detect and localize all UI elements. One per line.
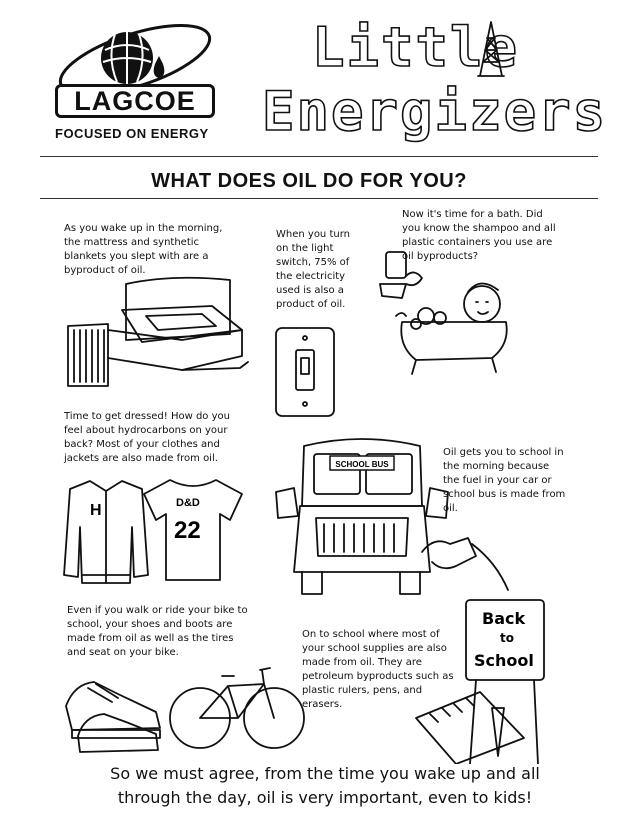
- title-line-1: Little: [312, 16, 520, 79]
- school-bus-illustration: [272, 432, 512, 608]
- jacket-letter: H: [90, 502, 102, 519]
- shoes-and-bike-illustration: [60, 654, 310, 756]
- jersey-number: 22: [174, 517, 201, 544]
- jersey-text: D&D: [176, 497, 200, 509]
- supplies-text: On to school where most of your school supplies are also made from oil. They are petroleum byproducts such as plastic rulers, pens, and erasers.: [302, 629, 454, 710]
- sign-school: School: [474, 651, 534, 670]
- page-heading: WHAT DOES OIL DO FOR YOU?: [151, 170, 467, 192]
- school-supplies-illustration: [410, 588, 560, 764]
- oil-derrick-icon: [476, 20, 506, 78]
- jersey-illustration: [140, 476, 246, 584]
- light-switch-illustration: [272, 326, 338, 420]
- switch-text: When you turn on the light switch, 75% of the electricity used is also a product of oil.: [276, 229, 350, 310]
- sign-to: to: [500, 631, 514, 645]
- bath-illustration: [376, 246, 536, 406]
- bus-sign: SCHOOL BUS: [335, 460, 389, 469]
- lagcoe-globe-logo: [55, 20, 235, 140]
- top-divider: [40, 156, 598, 157]
- lagcoe-logo-text: LAGCOE: [55, 84, 215, 118]
- bottom-divider: [40, 198, 598, 199]
- bed-text: As you wake up in the morning, the mattress and synthetic blankets you slept with are a byproduct of oil.: [64, 223, 223, 276]
- bed-illustration: [62, 270, 252, 390]
- sign-back: Back: [482, 609, 526, 628]
- clothes-text: Time to get dressed! How do you feel about hydrocarbons on your back? Most of your clothes and jackets are also made from oil.: [64, 411, 230, 464]
- jacket-illustration: [62, 475, 150, 587]
- tagline: FOCUSED ON ENERGY: [55, 126, 209, 141]
- footer-text: So we must agree, from the time you wake up and all through the day, oil is very important, even to kids!: [110, 764, 540, 807]
- bus-text: Oil gets you to school in the morning because the fuel in your car or school bus is made from oil.: [443, 447, 566, 514]
- bike-text: Even if you walk or ride your bike to school, your shoes and boots are made from oil as well as the tires and seat on your bike.: [67, 605, 248, 658]
- bath-text: Now it's time for a bath. Did you know the shampoo and all plastic containers you use are oil byproducts?: [402, 209, 556, 262]
- title-line-2: Energizers: [262, 80, 608, 143]
